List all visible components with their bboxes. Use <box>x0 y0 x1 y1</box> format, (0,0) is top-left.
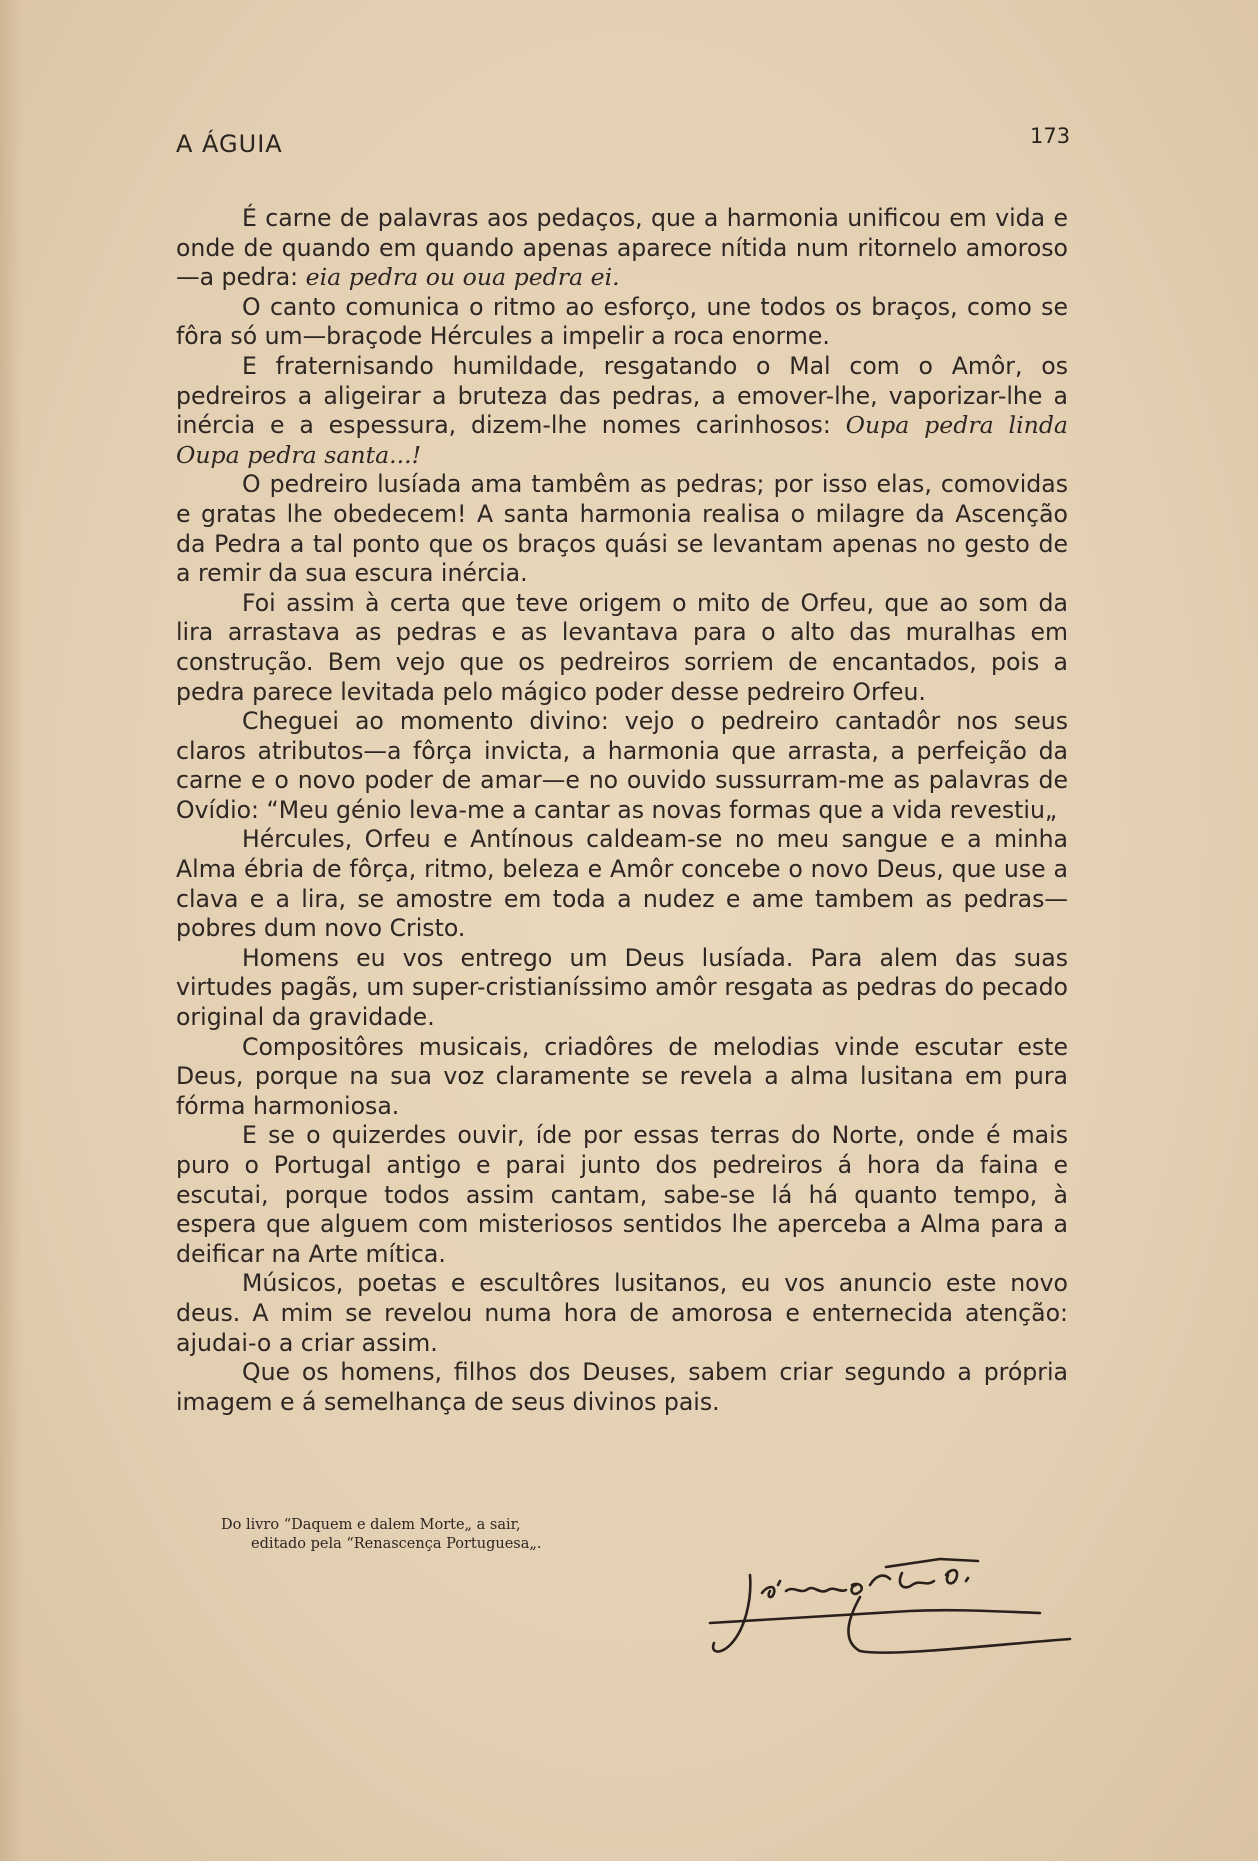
footnote-line-1: Do livro “Daquem e dalem Morte„ a sair, <box>221 1517 521 1533</box>
page-number: 173 <box>1030 124 1071 148</box>
article-body <box>176 204 1068 1417</box>
paragraph-9: Compositôres musicais, criadôres de melodias vinde escutar este Deus, porque na sua voz claramente se revela a alma lusitana em pura fórma harmoniosa. <box>176 1032 1068 1120</box>
paragraph-5: Foi assim à certa que teve origem o mito de Orfeu, que ao som da lira arrastava as pedras e as levantava para o alto das muralhas em construção. Bem vejo que os pedreiros sorriem de encantados, pois a pedra parece levitada pelo mágico poder desse pedreiro Orfeu. <box>176 588 1068 706</box>
paragraph-7: Hércules, Orfeu e Antínous caldeam-se no meu sangue e a minha Alma ébria de fôrça, ritmo, beleza e Amôr concebe o novo Deus, que use a clava e a lira, se amostre em toda a nudez e ame tambem as pedras—pobres dum novo Cristo. <box>176 825 1068 943</box>
paragraph-1-italic: eia pedra ou oua pedra ei. <box>305 263 620 292</box>
paragraph-11: Músicos, poetas e escultôres lusitanos, eu vos anuncio este novo deus. A mim se revelou numa hora de amorosa e enternecida atenção: ajudai-o a criar assim. <box>176 1269 1068 1357</box>
footnote-line-2: editado pela “Renascença Portuguesa„. <box>251 1536 542 1552</box>
paragraph-6: Cheguei ao momento divino: vejo o pedreiro cantadôr nos seus claros atributos—a fôrça invicta, a harmonia que arrasta, a perfeição da carne e o novo poder de amar—e no ouvido sussurram-me as palavras de Ovídio: “Meu génio leva-me a cantar as novas formas que a vida revestiu„ <box>176 707 1068 824</box>
paragraph-12: Que os homens, filhos dos Deuses, sabem criar segundo a própria imagem e á semelhança de seus divinos pais. <box>176 1358 1068 1416</box>
paragraph-2: O canto comunica o ritmo ao esforço, une todos os braços, como se fôra só um—braçode Hércules a impelir a roca enorme. <box>176 292 1068 351</box>
running-title: A ÁGUIA <box>176 130 283 158</box>
paragraph-3 <box>176 352 1068 470</box>
footnote <box>221 1516 542 1554</box>
paragraph-3-italic: Oupa pedra linda Oupa pedra santa...! <box>176 411 1068 469</box>
paragraph-8: Homens eu vos entrego um Deus lusíada. Para alem das suas virtudes pagãs, um super-cristianíssimo amôr resgata as pedras do pecado original da gravidade. <box>176 943 1068 1032</box>
handwritten-signature <box>690 1545 1080 1670</box>
paragraph-4: O pedreiro lusíada ama tambêm as pedras; por isso elas, comovidas e gratas lhe obedecem! A santa harmonia realisa o milagre da Ascenção da Pedra a tal ponto que os braços quási se levantam apenas no gesto de a remir da sua escura inércia. <box>176 470 1068 588</box>
paragraph-10: E se o quizerdes ouvir, íde por essas terras do Norte, onde é mais puro o Portugal antigo e parai junto dos pedreiros á hora da faina e escutai, porque todos assim cantam, sabe-se lá há quanto tempo, à espera que alguem com misteriosos sentidos lhe aperceba a Alma para a deificar na Arte mítica. <box>176 1121 1068 1268</box>
paragraph-1-text: É carne de palavras aos pedaços, que a harmonia unificou em vida e onde de quando em quando apenas aparece nítida num ritornelo amoroso—a pedra: <box>176 204 1068 292</box>
paragraph-1 <box>176 204 1068 293</box>
paragraph-3-text: E fraternisando humildade, resgatando o Mal com o Amôr, os pedreiros a aligeirar a bruteza das pedras, a emover-lhe, vaporizar-lhe a inércia e a espessura, dizem-lhe nomes carinhosos: <box>176 351 1068 440</box>
